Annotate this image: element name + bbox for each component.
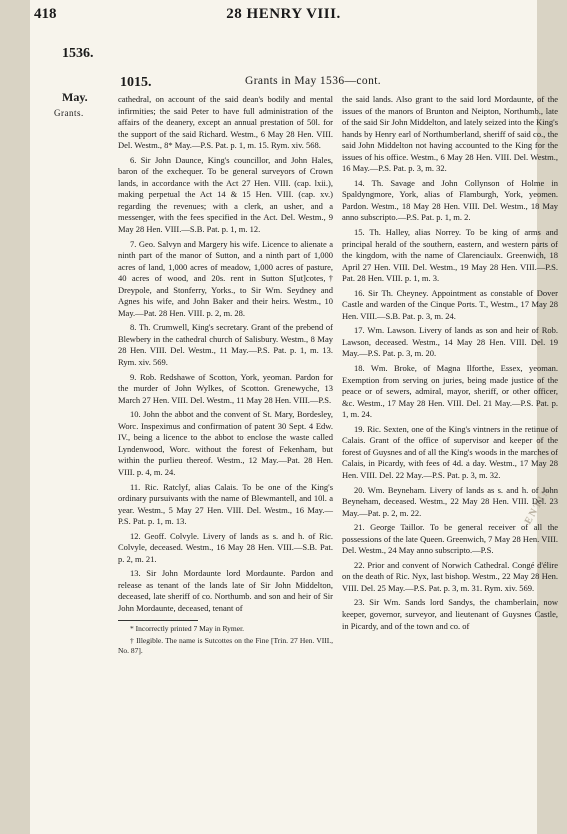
- footnote: † Illegible. The name is Sutcottes on the Fine [Trin. 27 Hen. VIII., No. 87].: [118, 636, 333, 655]
- paragraph: the said lands. Also grant to the said lord Mordaunte, of the issues of the manors of Brunton and Neipton, Northumb., late of the said Sir John Middelton, and lately seized into the King's hands by Henry earl of Northumberland, sheriff of said co., the said John Middelton not having accounted to the King for the issues of his office. Westm., 6 May 28 Hen. VIII. Del. Westm., 16 May.—P.S. Pat. p. 3, m. 32.: [342, 94, 558, 174]
- paragraph: 13. Sir John Mordaunte lord Mordaunte. Pardon and release as tenant of the lands late of Sir John Middelton, deceased, late sheriff of co. Northumb. and son and heir of Sir John Mordaunte, deceased, tenant of: [118, 568, 333, 613]
- paragraph: 12. Geoff. Colvyle. Livery of lands as s. and h. of Ric. Colvyle, deceased. Westm., 16 May 28 Hen. VIII.—S.B. Pat. p. 2, m. 21.: [118, 530, 333, 564]
- paragraph: 21. George Taillor. To be general receiver of all the possessions of the late Queen. Greenwich, 7 May 28 Hen. VIII. Del. Westm., 24 May anno subscripto.—P.S.: [342, 522, 558, 556]
- page-header: [0, 6, 567, 26]
- entry-title: Grants in May 1536—cont.: [245, 75, 382, 87]
- page-number: 418: [34, 6, 57, 22]
- paragraph: 14. Th. Savage and John Collynson of Holme in Spaldyngmore, York, alias of Flamburgh, York, yeomen. Pardon. Westm., 18 May 28 Hen. VIII. Del. Westm., 18 May anno subscripto.—P.S. Pat. p. 1, m. 2.: [342, 177, 558, 223]
- right-column: [342, 94, 558, 632]
- paragraph: cathedral, on account of the said dean's bodily and mental infirmities; the said Peter to have full administration of the affairs of the deanery, except an annual prestation of 50l. for the support of the said Richard. Westm., 6 May 28 Hen. VIII. Del. Westm., 8* May.—P.S. Pat. p. 1, m. 15. Rym. xiv. 568.: [118, 94, 333, 151]
- paragraph: 17. Wm. Lawson. Livery of lands as son and heir of Rob. Lawson, deceased. Westm., 14 May 28 Hen. VIII. Del. 19 May.—P.S. Pat. p. 3, m. 20.: [342, 325, 558, 359]
- footnote-rule: [118, 620, 198, 621]
- paragraph: 9. Rob. Redshawe of Scotton, York, yeoman. Pardon for the murder of John Wylkes, of Scotton. Grenewyche, 13 March 27 Hen. VIII. Del. Westm., 11 May 28 Hen. VIII.—P.S.: [118, 371, 333, 405]
- left-page-stamp: [0, 0, 30, 834]
- paragraph: 16. Sir Th. Cheyney. Appointment as constable of Dover Castle and warden of the Cinque Ports. T., Westm., 17 May 28 Hen. VIII.—S.B. Pat. p. 3, m. 24.: [342, 287, 558, 321]
- paragraph: 19. Ric. Sexten, one of the King's vintners in the retinue of Calais. Grant of the office of supervisor and keeper of the forest of Guysnes and of all the King's woods in the marches of Calais, in Picardy, with fees of 4d. a day. Westm., 17 May 28 Hen. VIII. Del. 22 May.—P.S. Pat. p. 3, m. 32.: [342, 423, 558, 480]
- stamp-watermark: ENTIN: [522, 484, 554, 527]
- entry-number: 1015.: [120, 75, 152, 90]
- paragraph: 8. Th. Crumwell, King's secretary. Grant of the prebend of Blewbery in the cathedral church of Salisbury. Westm., 8 May 28 Hen. VIII. Del. Westm., 11 May.—P.S. Pat. p. 1, m. 13. Rym. xiv. 569.: [118, 322, 333, 368]
- paragraph: 20. Wm. Beyneham. Livery of lands as s. and h. of John Beyneham, deceased. Westm., 22 May 28 Hen. VIII. Del. 23 May.—Pat. p. 2, m. 22.: [342, 484, 558, 518]
- margin-month: May.: [62, 90, 88, 104]
- paragraph: 6. Sir John Daunce, King's councillor, and John Hales, baron of the exchequer. To be general surveyors of Crown lands, in accordance with the Act 27 Hen. VIII. (cap. lxii.), making perpetual the Act 14 & 15 Hen. VIII. (cap. xv.) regarding the revenues; with a clerk, an usher, and a messenger, with the fees specified in the Act. Del. Westm., 9 May 28 Hen. VIII.—S.B. Pat. p. 1, m. 12.: [118, 154, 333, 235]
- left-column: [118, 94, 333, 655]
- margin-year: 1536.: [62, 46, 94, 61]
- paragraph: 7. Geo. Salvyn and Margery his wife. Licence to alienate a ninth part of the manor of Sutton, and a ninth part of 1,000 acres of land, 1,000 acres of meadow, 1,000 acres of pasture, 40 acres of wood, and 20s. rent in Sutton S[ut]cotes,† Dreypole, and Stonferry, Yorks., to Sir Wm. Seydney and Agnes his wife, and John Baker and their heirs. Westm., 10 May.—Pat. 28 Hen. VIII. p. 2, m. 28.: [118, 238, 333, 318]
- paragraph: 22. Prior and convent of Norwich Cathedral. Congé d'élire on the death of Ric. Nyx, last bishop. Westm., 22 May 28 Hen. VIII. Del. 25 May.—P.S. Pat. p. 3, m. 31. Rym. xiv. 569.: [342, 559, 558, 593]
- paragraph: 11. Ric. Ratclyf, alias Calais. To be one of the King's ordinary pursuivants with the name of Blewmantell, and 10l. a year. Westm., 5 May 27 Hen. VIII. Del. Westm., 16 May.—P.S. Pat. p. 1, m. 13.: [118, 481, 333, 527]
- footnote: * Incorrectly printed 7 May in Rymer.: [130, 623, 245, 633]
- margin-section: Grants.: [54, 108, 84, 118]
- paragraph: 18. Wm. Broke, of Magna Ilforthe, Essex, yeoman. Exemption from serving on juries, being made justice of the peace or of sewers, admiral, mayor, sheriff, or other officer, &c. Westm., 17 May 28 Hen. VIII. Del. 21 May.—P.S. Pat. p. 1, m. 24.: [342, 363, 558, 420]
- running-head: 28 HENRY VIII.: [226, 6, 341, 22]
- paragraph: 15. Th. Halley, alias Norrey. To be king of arms and principal herald of the southern, eastern, and western parts of the kingdom, with the name of Clarenciaulx. Greenwich, 18 April 27 Hen. VIII. Del. Westm., 19 May 28 Hen. VIII.—P.S. Pat. 28 Hen. VIII. p. 1, m. 3.: [342, 227, 558, 284]
- paragraph: 10. John the abbot and the convent of St. Mary, Bordesley, Worc. Inspeximus and confirmation of patent 30 Sept. 4 Edw. IV., being a licence to the abbot to enclose the waste called Lyndenwood, Worc. without the forest of Fekenham, but within the purlieu thereof. Westm., 12 May.—Pat. 28 Hen. VIII. p. 4, m. 24.: [118, 409, 333, 477]
- paragraph: 23. Sir Wm. Sands lord Sandys, the chamberlain, now keeper, governor, surveyor, and lieutenant of Guysnes Castle, in Picardy, and of the town and co. of: [342, 597, 558, 631]
